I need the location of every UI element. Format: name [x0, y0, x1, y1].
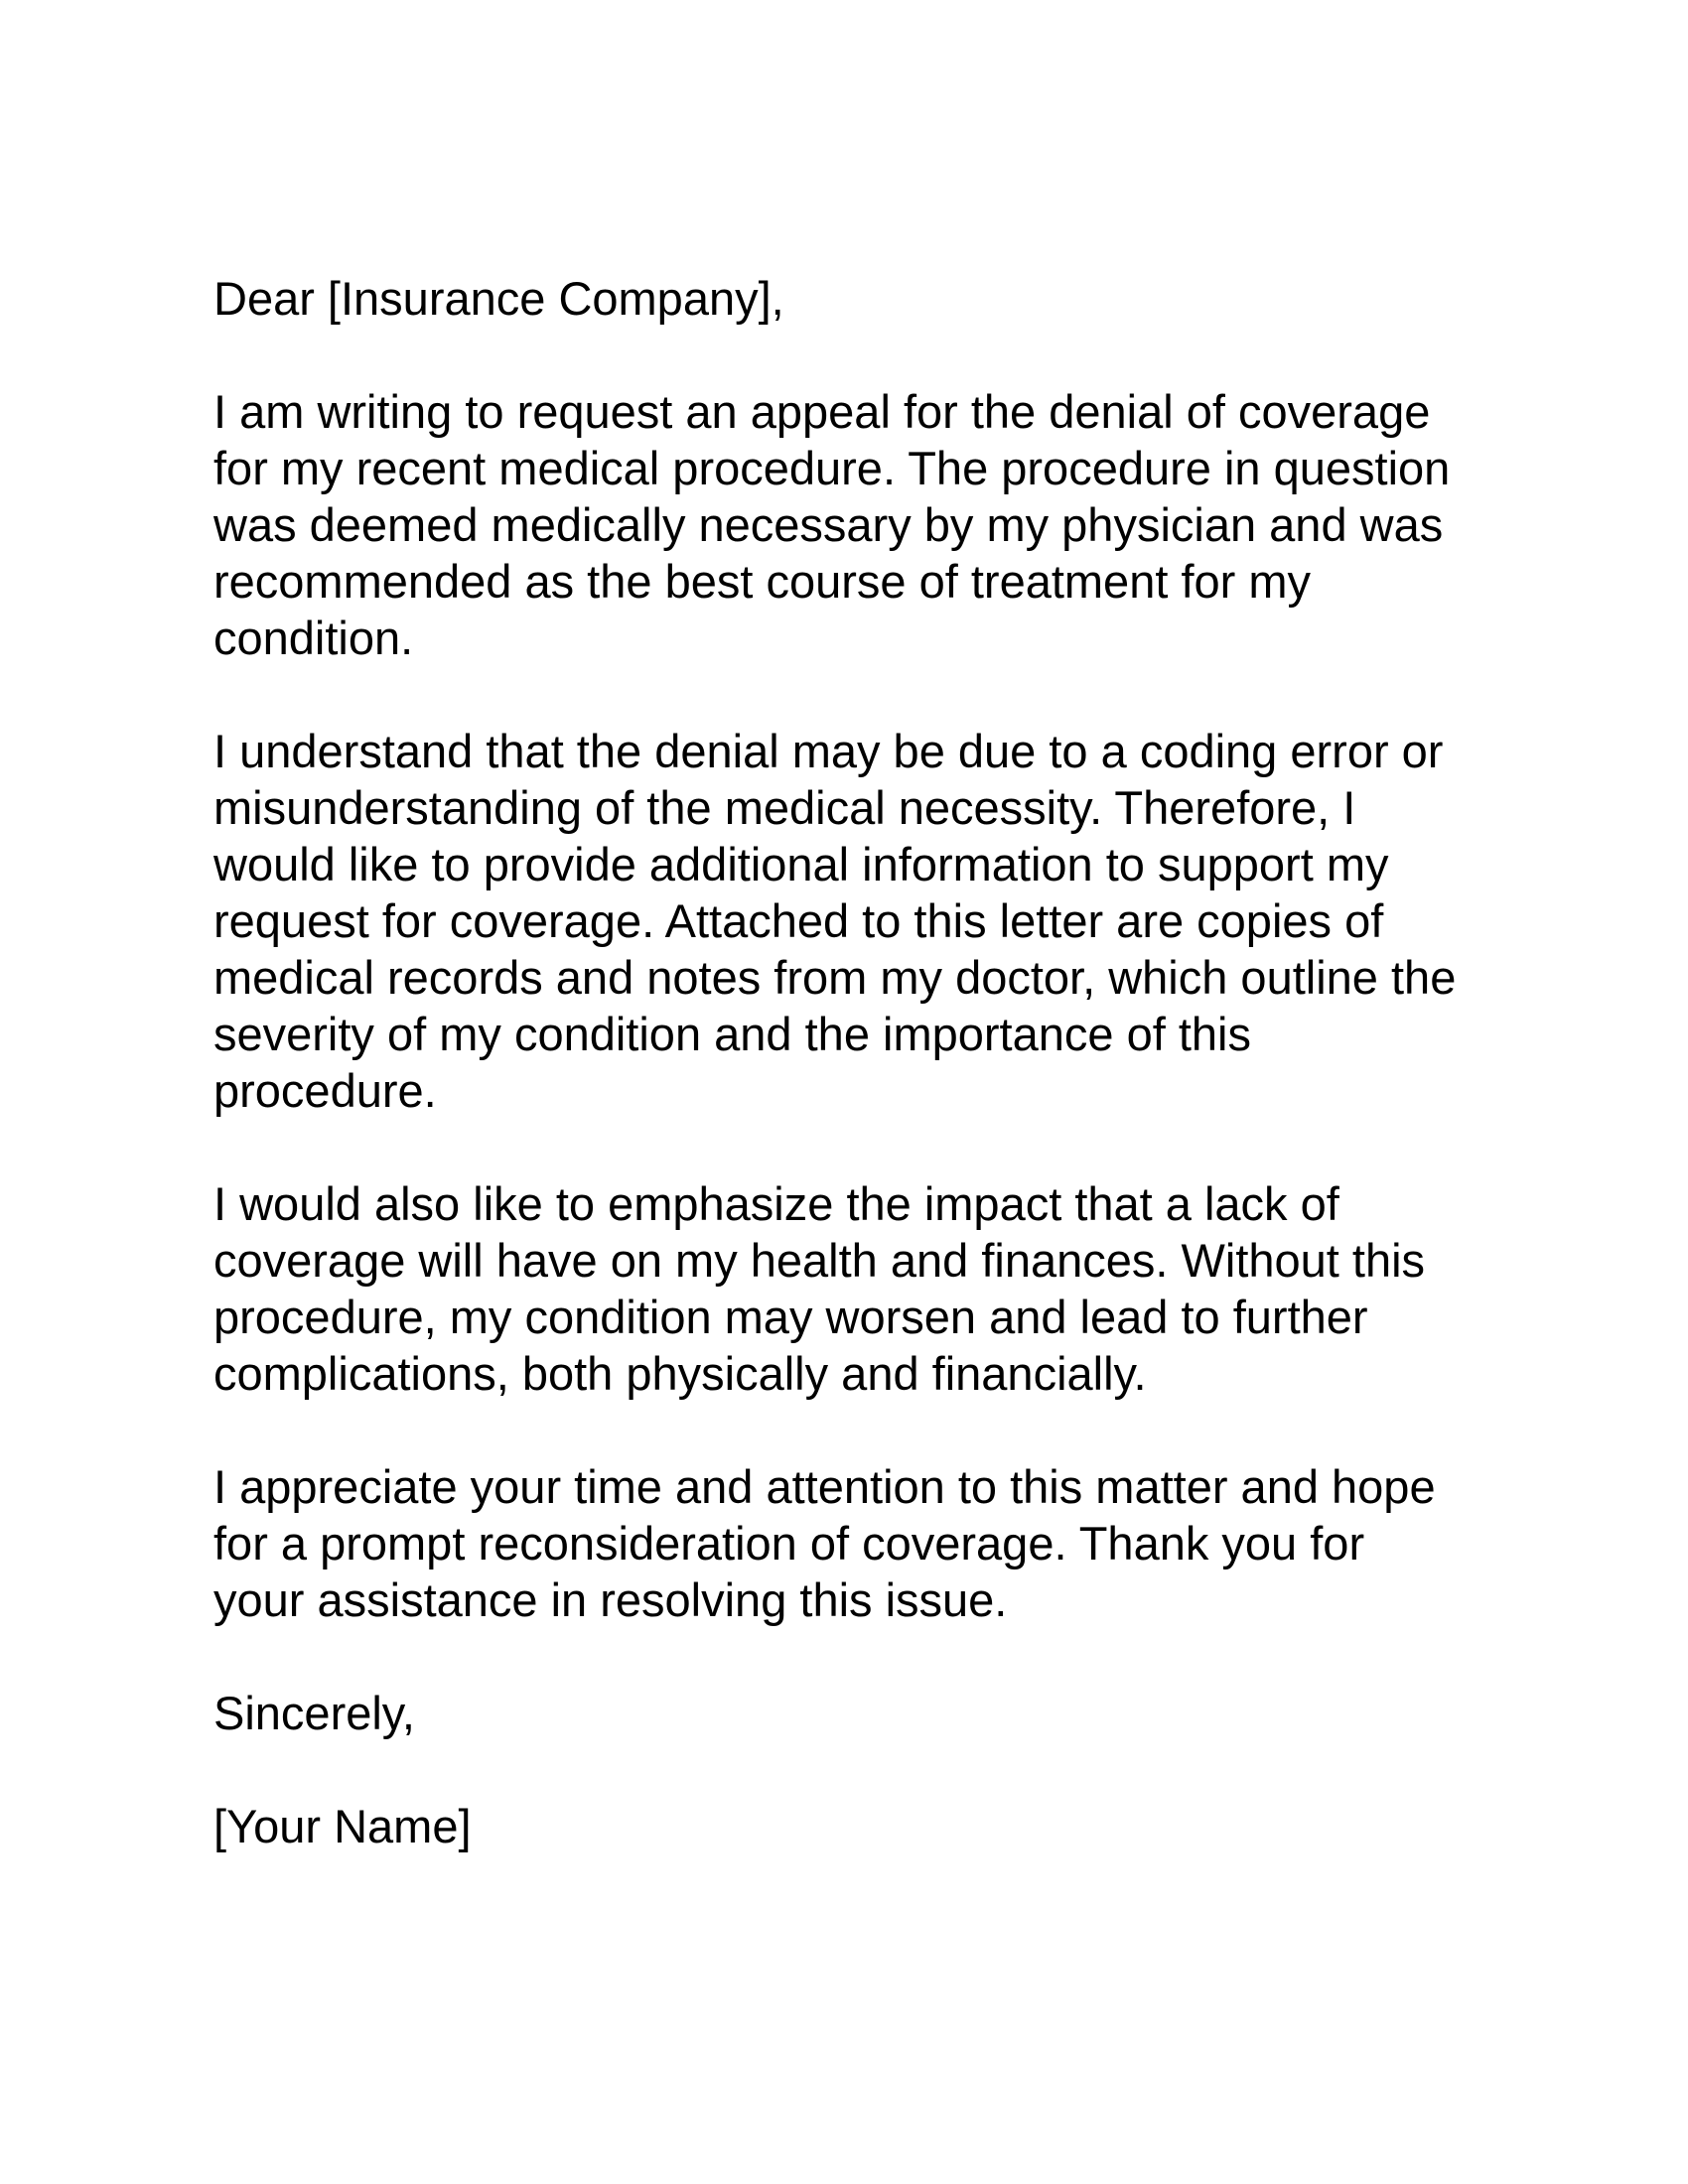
paragraph-line: was deemed medically necessary by my physician and was: [213, 498, 1444, 551]
paragraph-line: for a prompt reconsideration of coverage. Thank you for: [213, 1517, 1365, 1570]
paragraph-line: would like to provide additional information to support my: [213, 838, 1389, 890]
letter-body: [213, 270, 1534, 1854]
paragraph-spacer: [213, 327, 1534, 383]
paragraph-line: condition.: [213, 612, 414, 664]
paragraph-line: misunderstanding of the medical necessity. Therefore, I: [213, 781, 1356, 834]
paragraph-line: procedure, my condition may worsen and lead to further: [213, 1291, 1368, 1343]
paragraph-line: for my recent medical procedure. The procedure in question: [213, 442, 1451, 494]
paragraph-appeal-request: [213, 383, 1534, 666]
paragraph-impact: [213, 1175, 1534, 1402]
paragraph-spacer: [213, 1628, 1534, 1685]
paragraph-spacer: [213, 1402, 1534, 1458]
paragraph-spacer: [213, 666, 1534, 723]
paragraph-line: recommended as the best course of treatment for my: [213, 555, 1312, 608]
salutation: Dear [Insurance Company],: [213, 272, 784, 325]
paragraph-line: medical records and notes from my doctor, which outline the: [213, 951, 1457, 1004]
paragraph-line: your assistance in resolving this issue.: [213, 1573, 1008, 1626]
signature-name: [Your Name]: [213, 1800, 472, 1852]
paragraph-line: I understand that the denial may be due to a coding error or: [213, 725, 1444, 777]
paragraph-line: I am writing to request an appeal for the denial of coverage: [213, 385, 1431, 438]
paragraph-line: procedure.: [213, 1064, 437, 1117]
paragraph-line: I appreciate your time and attention to this matter and hope: [213, 1460, 1436, 1513]
paragraph-appreciation: [213, 1458, 1534, 1628]
paragraph-line: complications, both physically and financially.: [213, 1347, 1147, 1400]
paragraph-additional-information: [213, 723, 1534, 1119]
paragraph-line: request for coverage. Attached to this letter are copies of: [213, 894, 1384, 947]
closing: Sincerely,: [213, 1687, 415, 1739]
paragraph-line: coverage will have on my health and finances. Without this: [213, 1234, 1426, 1287]
paragraph-spacer: [213, 1741, 1534, 1798]
paragraph-spacer: [213, 1119, 1534, 1175]
paragraph-line: severity of my condition and the importance of this: [213, 1008, 1251, 1060]
paragraph-line: I would also like to emphasize the impact that a lack of: [213, 1177, 1339, 1230]
